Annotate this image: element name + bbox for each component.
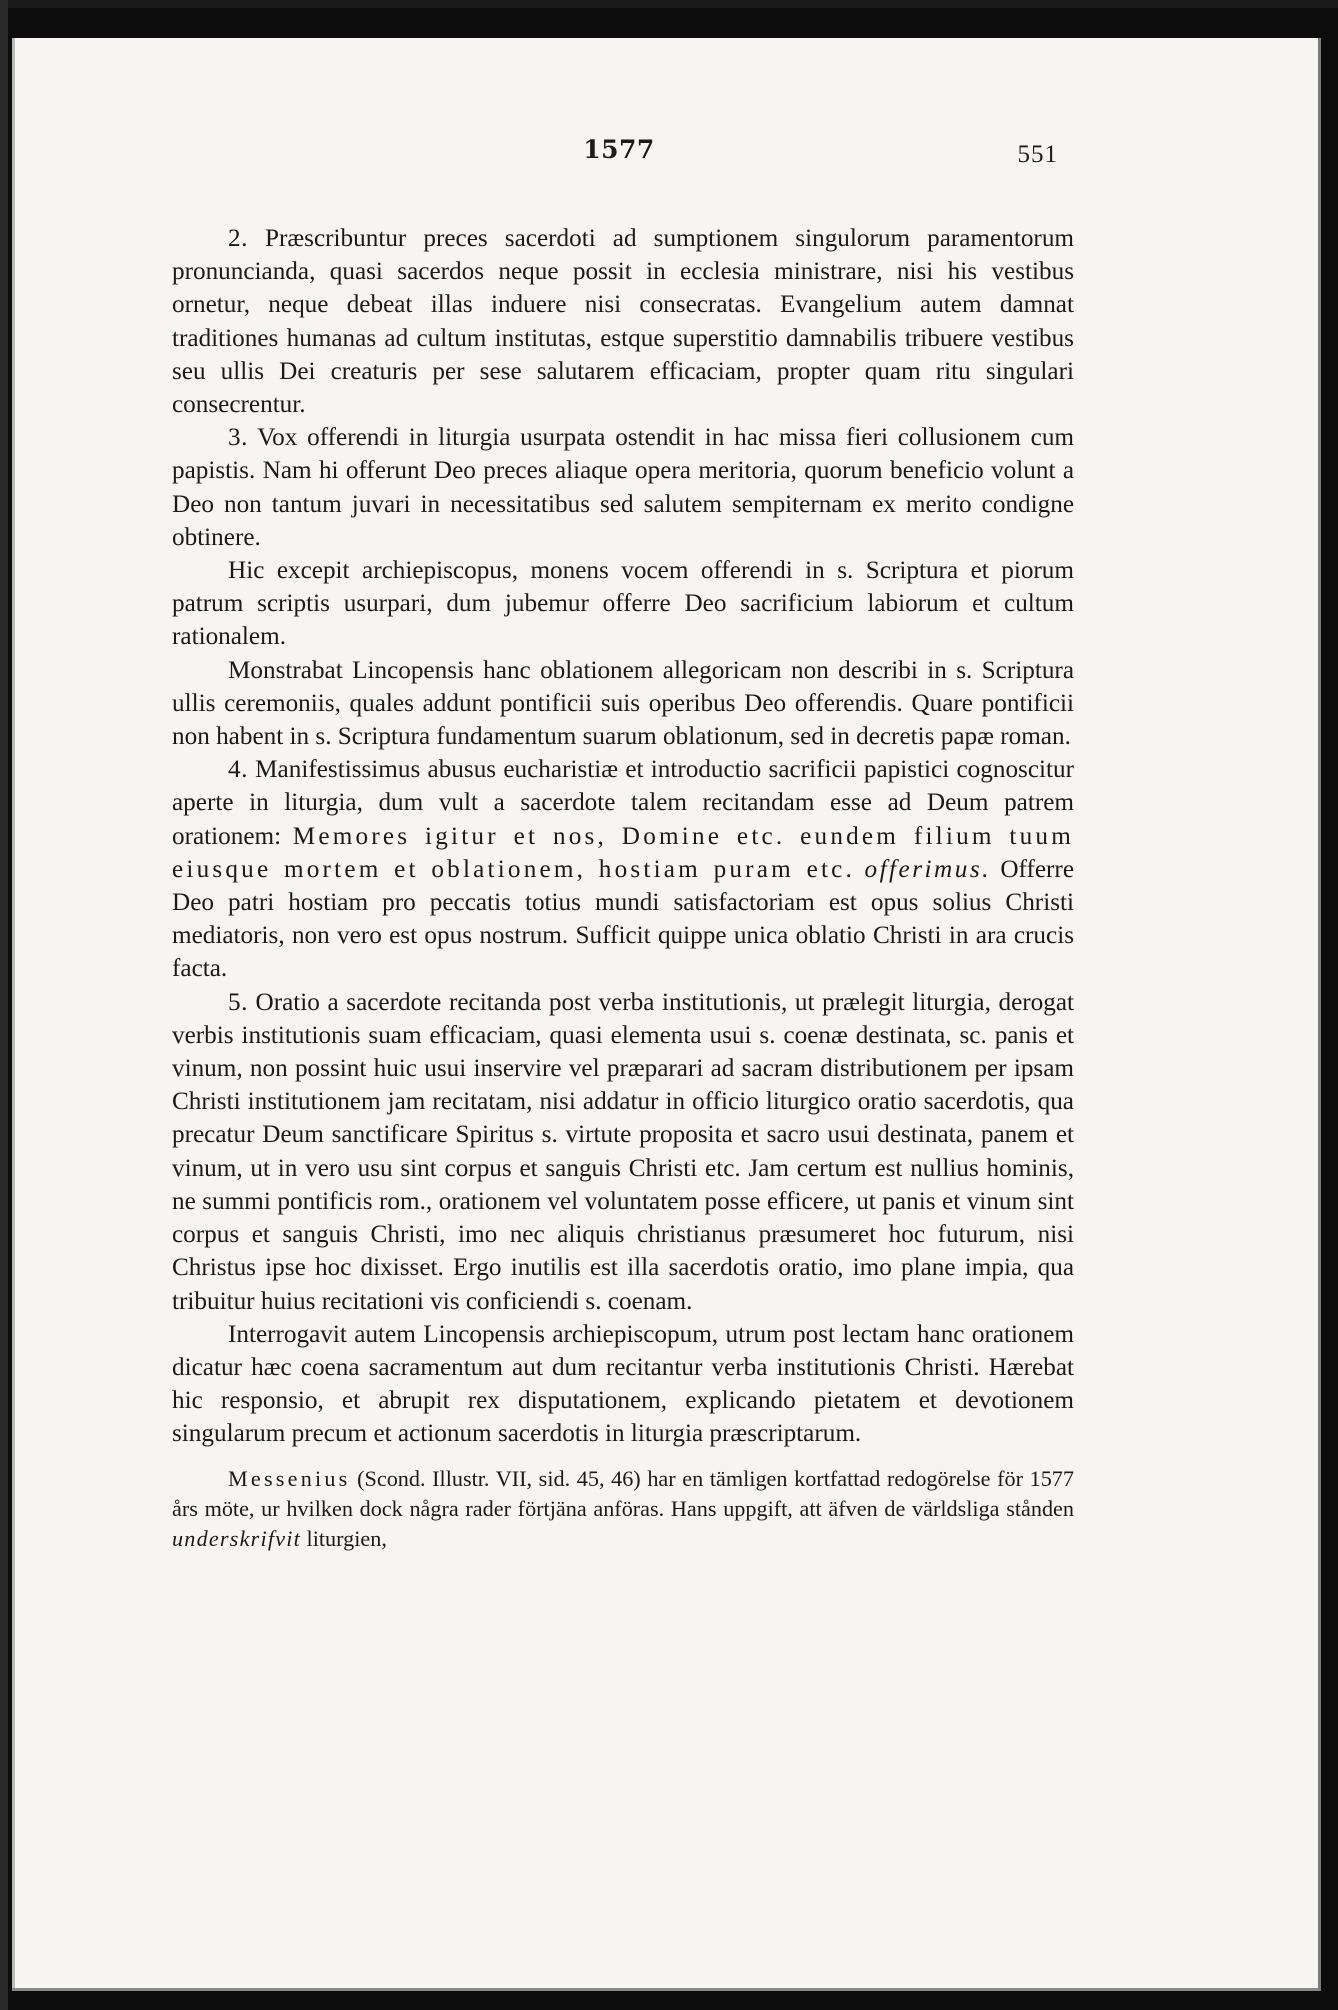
footnote-text: (Scond. Illustr. VII, sid. 45, 46) har en tämligen kortfattad redogörelse för 1577 års möte, ur hvilken dock några rader förtjäna anföras. Hans uppgift, att äfven de världsliga stånden <box>172 1465 1074 1521</box>
paragraph-5 <box>172 986 1074 1318</box>
scan-top-edge <box>0 0 1338 8</box>
footnote-paragraph <box>172 1464 1074 1554</box>
paragraph-number: 5. <box>228 988 248 1016</box>
paragraph-number: 3. <box>228 424 248 452</box>
page-number: 551 <box>1017 141 1058 168</box>
paragraph-text: Vox offerendi in liturgia usurpata ostendit in hac missa fieri collusionem cum papistis. Nam hi offerunt Deo preces aliaque opera meritoria, quorum beneficio volunt a Deo non tantum juvari in necessitatibus sed salutem sempiternam ex merito condigne obtinere. <box>172 424 1075 551</box>
paragraph-text: Hic excepit archiepiscopus, monens vocem offerendi in s. Scriptura et piorum patrum scriptis usurpari, dum jubemur offerre Deo sacrificium labiorum et cultum rationalem. <box>172 557 1074 651</box>
paragraph-number: 2. <box>228 225 248 252</box>
paragraph-text-continued: Offerre Deo patri hostiam pro peccatis totius mundi satisfactoriam est opus solius Christi mediatoris, non vero est opus nostrum. Sufficit quippe unica oblatio Christi in ara crucis facta. <box>172 855 1075 983</box>
footnote-text-continued: liturgien, <box>306 1525 387 1551</box>
emphasized-word: offerimus. <box>864 855 991 883</box>
paragraph-text: Præscribuntur preces sacerdoti ad sumptionem singulorum paramentorum pronuncianda, quasi sacerdos neque possit in ecclesia ministrare, nisi his vestibus ornetur, neque debeat illas induere nisi consecratas. Evangelium autem damnat traditiones humanas ad cultum institutas, estque superstitio damnabilis tribuere vestibus seu ullis Dei creaturis per sese salutarem efficaciam, propter quam ritu singulari consecrentur. <box>172 225 1074 419</box>
liturgy-quote: Memores igitur et nos, Domine etc. eundem filium tuum eiusque mortem et oblationem, hostiam puram etc. <box>172 822 1075 883</box>
page-binding-edge <box>12 38 15 1988</box>
paragraph-lincopensis-reply <box>172 654 1074 754</box>
paragraph-text: Interrogavit autem Lincopensis archiepiscopum, utrum post lectam hanc orationem dicatur hæc coena sacramentum aut dum recitantur verba institutionis Christi. Hærebat hic responsio, et abrupit rex disputationem, explicando pietatem et devotionem singularum precum et actionum sacerdotis in liturgia præscriptarum. <box>172 1320 1074 1448</box>
footnote-emphasized-word: underskrifvit <box>172 1525 301 1551</box>
year-heading: 1577 <box>583 135 655 164</box>
page-body <box>172 222 1074 1554</box>
paragraph-3 <box>172 421 1074 554</box>
paragraph-2 <box>172 222 1074 421</box>
page-header <box>160 133 1078 173</box>
paragraph-4 <box>172 753 1074 985</box>
footnote-author: Messenius <box>228 1465 351 1491</box>
paragraph-text: Manifestissimus abusus eucharistiæ et introductio sacrificii papistici cognoscitur aperte in liturgia, dum vult a sacerdote talem recitandam esse ad Deum patrem orationem: <box>172 756 1075 850</box>
paragraph-text: Oratio a sacerdote recitanda post verba institutionis, ut prælegit liturgia, derogat verbis institutionis suam efficaciam, quasi elementa usui s. coenæ destinata, sc. panis et vinum, non possint huic usui inservire vel præparari ad sacram distributionem per ipsam Christi institutionem jam recitatam, nisi addatur in officio liturgico oratio sacerdotis, qua precatur Deum sanctificare Spiritus s. virtute proposita et sacro usui destinata, panem et vinum, ut in vero usu sint corpus et sanguis Christi etc. Jam certum est nullius hominis, ne summi pontificis rom., orationem vel voluntatem posse efficere, ut panis et vinum sint corpus et sanguis Christi, imo nec aliquis christianus præsumeret hoc futurum, nisi Christus ipse hoc dixisset. Ergo inutilis est illa sacerdotis oratio, imo plane impia, qua tribuitur huius recitationi vis conficiendi s. coenam. <box>172 988 1075 1315</box>
paragraph-interrogation <box>172 1318 1074 1451</box>
scan-left-edge <box>0 0 8 2010</box>
paragraph-archbishop-reply <box>172 554 1074 654</box>
paragraph-number: 4. <box>228 756 248 784</box>
paragraph-text: Monstrabat Lincopensis hanc oblationem allegoricam non describi in s. Scriptura ullis ceremoniis, quales addunt pontificii suis operibus Deo offerendis. Quare pontificii non habent in s. Scriptura fundamentum suarum oblationum, sed in decretis papæ roman. <box>172 656 1074 751</box>
